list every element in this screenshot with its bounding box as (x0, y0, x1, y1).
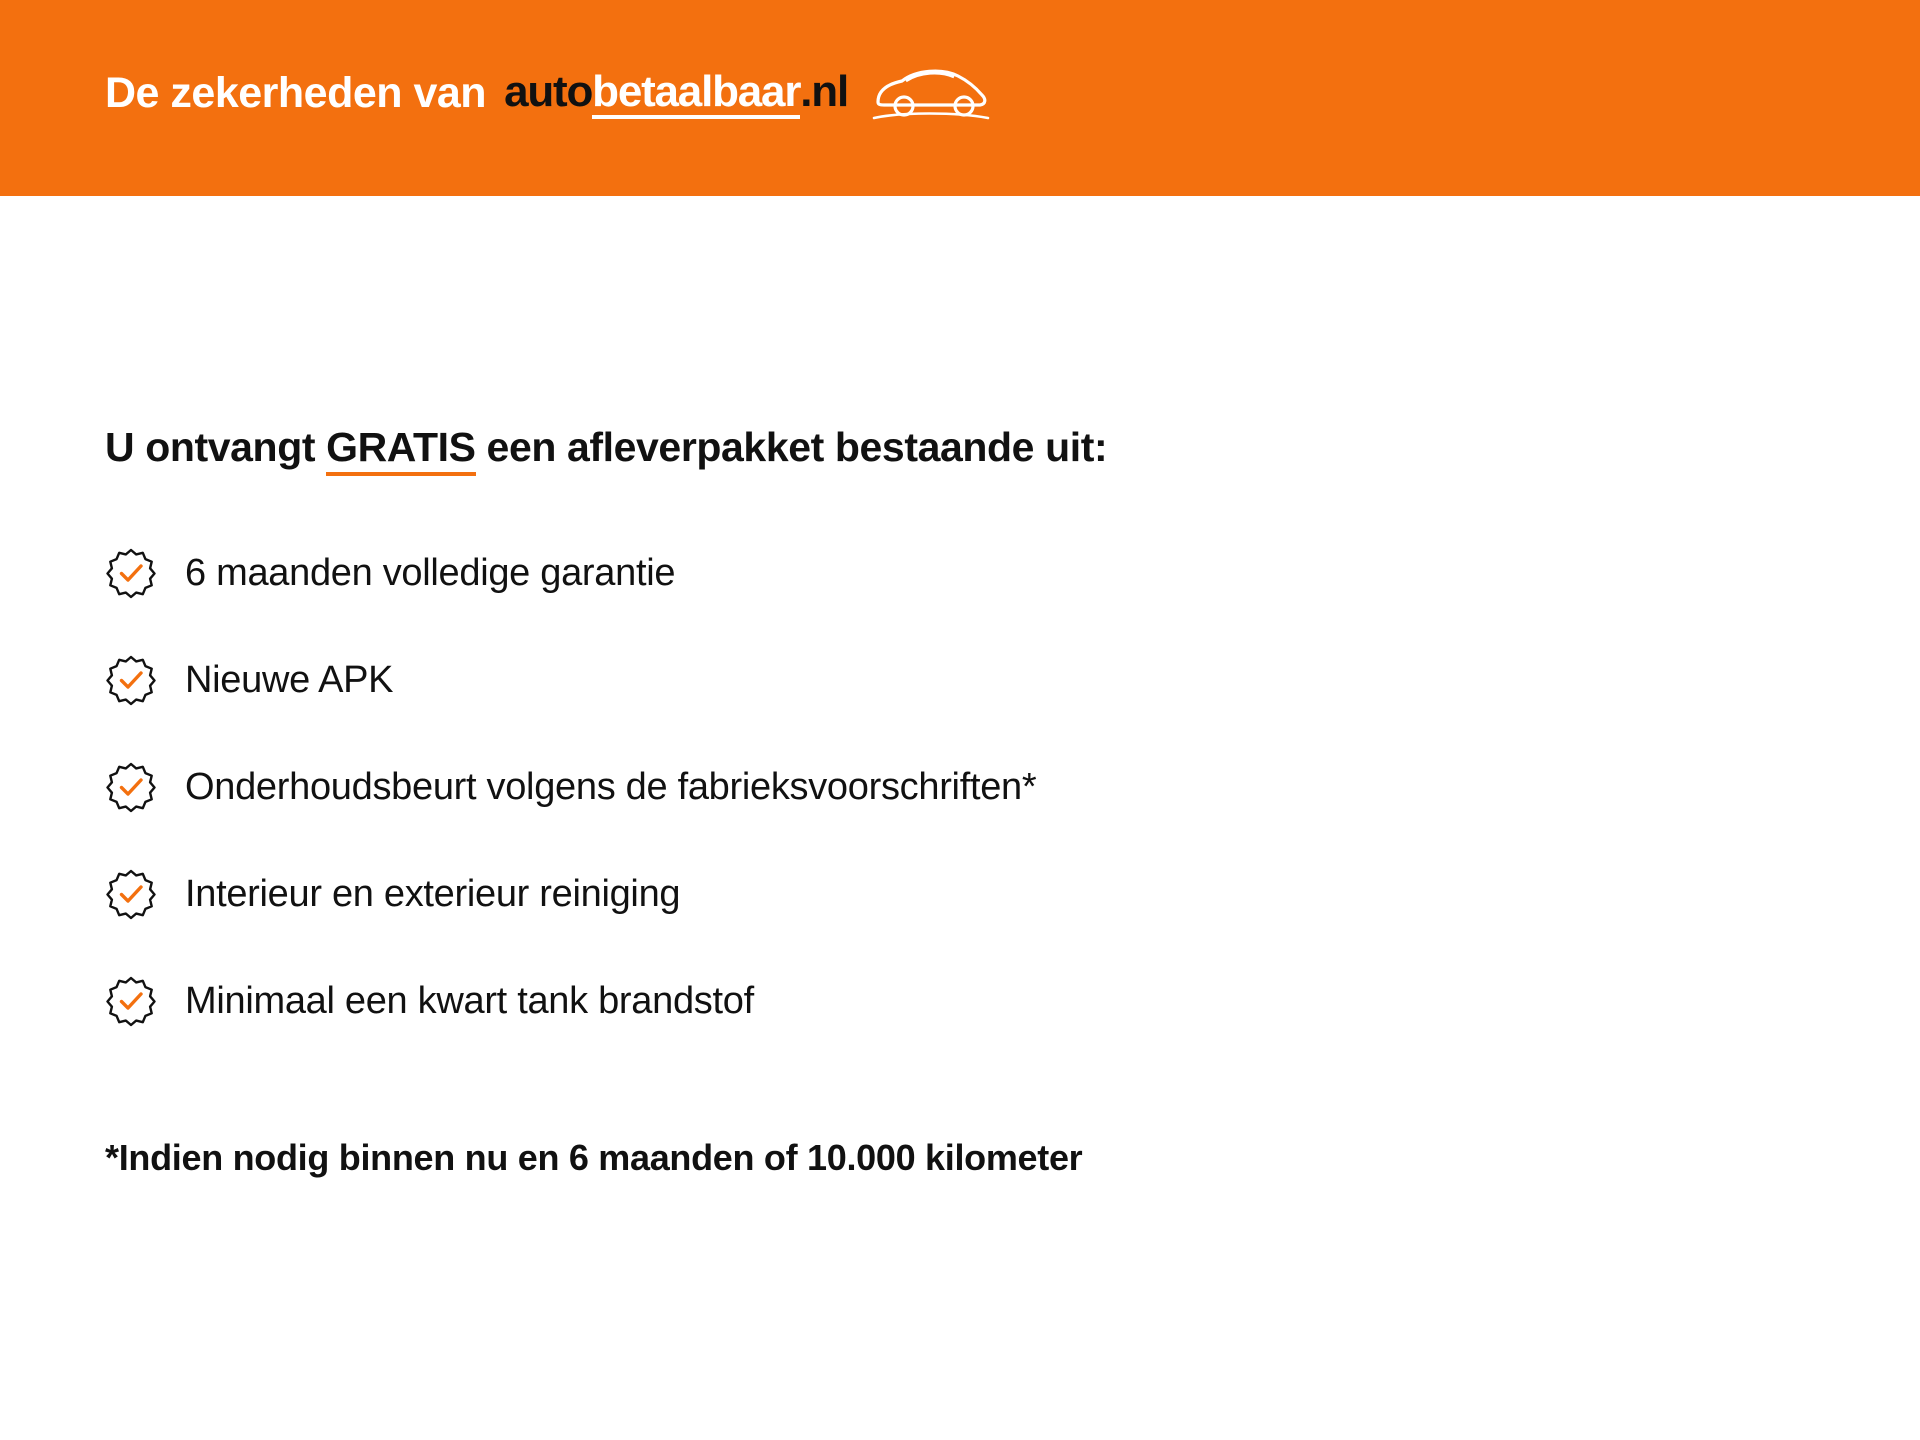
header-title: De zekerheden van (105, 68, 487, 117)
brand-logo (504, 67, 848, 118)
list-item-label: Onderhoudsbeurt volgens de fabrieksvoorschriften* (185, 766, 1037, 808)
headline-text-after: een afleverpakket bestaande uit: (475, 424, 1108, 470)
checkmark-badge-icon (105, 868, 157, 920)
list-item-label: Nieuwe APK (185, 659, 394, 701)
headline-highlight-gratis: GRATIS (326, 424, 475, 476)
list-item (105, 761, 1815, 813)
header-bar (0, 0, 1920, 196)
list-item (105, 975, 1815, 1027)
header-content (105, 62, 992, 125)
list-item (105, 547, 1815, 599)
brand-part-nl: .nl (800, 67, 848, 117)
car-icon (872, 62, 992, 129)
list-item-label: Interieur en exterieur reiniging (185, 873, 681, 915)
list-item (105, 654, 1815, 706)
list-item-label: Minimaal een kwart tank brandstof (185, 980, 754, 1022)
headline-text-before: U ontvangt (105, 424, 327, 470)
main-content (0, 424, 1920, 1179)
checkmark-badge-icon (105, 654, 157, 706)
benefits-list (105, 547, 1815, 1027)
brand-part-betaalbaar: betaalbaar (592, 70, 800, 118)
footnote-text: *Indien nodig binnen nu en 6 maanden of 10.000 kilometer (105, 1137, 1083, 1178)
brand-part-auto: auto (504, 67, 593, 117)
list-item (105, 868, 1815, 920)
list-item-label: 6 maanden volledige garantie (185, 552, 676, 594)
checkmark-badge-icon (105, 761, 157, 813)
checkmark-badge-icon (105, 547, 157, 599)
checkmark-badge-icon (105, 975, 157, 1027)
page-title (105, 424, 1815, 471)
